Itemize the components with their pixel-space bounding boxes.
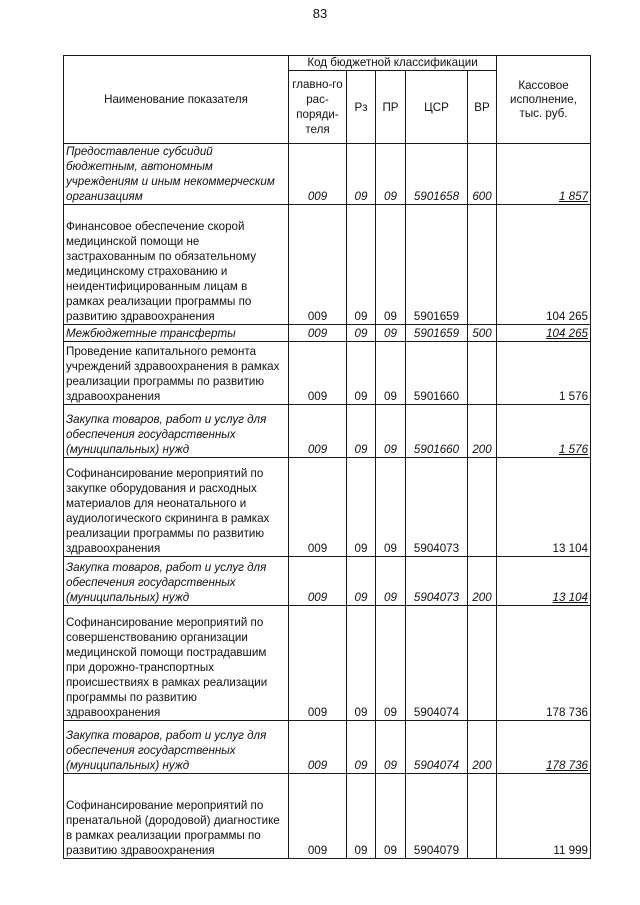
row-pr: 09 — [376, 205, 406, 325]
row-manager: 009 — [289, 606, 347, 721]
table-row — [64, 325, 591, 342]
header-code-group: Код бюджетной классификации — [289, 56, 497, 71]
row-manager: 009 — [289, 205, 347, 325]
row-csr: 5901660 — [406, 405, 468, 458]
table-row — [64, 606, 591, 721]
row-amount: 1 857 — [497, 144, 591, 205]
table-row — [64, 774, 591, 859]
row-amount: 178 736 — [497, 721, 591, 774]
row-csr: 5904079 — [406, 774, 468, 859]
row-vr: 600 — [468, 144, 497, 205]
row-manager: 009 — [289, 144, 347, 205]
header-name: Наименование показателя — [64, 56, 289, 144]
row-pr: 09 — [376, 774, 406, 859]
row-vr: 200 — [468, 557, 497, 606]
row-pr: 09 — [376, 557, 406, 606]
row-name: Закупка товаров, работ и услуг для обеспечения государственных (муниципальных) нужд — [64, 721, 289, 774]
row-name: Межбюджетные трансферты — [64, 325, 289, 342]
row-rz: 09 — [347, 325, 376, 342]
row-manager: 009 — [289, 325, 347, 342]
row-manager: 009 — [289, 557, 347, 606]
row-amount: 13 104 — [497, 458, 591, 557]
header-rz: Рз — [347, 71, 376, 144]
row-vr — [468, 606, 497, 721]
row-rz: 09 — [347, 557, 376, 606]
row-pr: 09 — [376, 342, 406, 405]
row-rz: 09 — [347, 205, 376, 325]
row-vr: 200 — [468, 405, 497, 458]
row-amount: 104 265 — [497, 205, 591, 325]
row-pr: 09 — [376, 405, 406, 458]
row-csr: 5901659 — [406, 205, 468, 325]
table-row — [64, 405, 591, 458]
row-manager: 009 — [289, 405, 347, 458]
row-amount: 104 265 — [497, 325, 591, 342]
row-amount: 13 104 — [497, 557, 591, 606]
row-name: Закупка товаров, работ и услуг для обеспечения государственных (муниципальных) нужд — [64, 405, 289, 458]
row-amount: 11 999 — [497, 774, 591, 859]
page-number: 83 — [312, 6, 328, 21]
header-amount: Кассовое исполнение, тыс. руб. — [497, 56, 591, 144]
row-vr: 200 — [468, 721, 497, 774]
row-vr — [468, 205, 497, 325]
row-rz: 09 — [347, 458, 376, 557]
table-row — [64, 458, 591, 557]
row-name: Закупка товаров, работ и услуг для обеспечения государственных (муниципальных) нужд — [64, 557, 289, 606]
row-name: Предоставление субсидий бюджетным, автономным учреждениям и иным некоммерческим организациям — [64, 144, 289, 205]
row-manager: 009 — [289, 721, 347, 774]
table-row — [64, 557, 591, 606]
row-amount: 178 736 — [497, 606, 591, 721]
table-row — [64, 342, 591, 405]
row-rz: 09 — [347, 721, 376, 774]
row-pr: 09 — [376, 721, 406, 774]
row-csr: 5901658 — [406, 144, 468, 205]
row-csr: 5901659 — [406, 325, 468, 342]
row-pr: 09 — [376, 458, 406, 557]
header-vr: ВР — [468, 71, 497, 144]
row-rz: 09 — [347, 606, 376, 721]
row-name: Софинансирование мероприятий по совершенствованию организации медицинской помощи пострадавшим при дорожно-транспортных происшествиях в рамках реализации программы по развитию здравоохранения — [64, 606, 289, 721]
row-rz: 09 — [347, 144, 376, 205]
row-manager: 009 — [289, 458, 347, 557]
row-vr — [468, 774, 497, 859]
row-csr: 5904074 — [406, 606, 468, 721]
row-csr: 5904073 — [406, 557, 468, 606]
row-name: Финансовое обеспечение скорой медицинской помощи не застрахованным по обязательному медицинскому страхованию и неидентифицированным лицам в рамках реализации программы по развитию здравоохранения — [64, 205, 289, 325]
row-name: Софинансирование мероприятий по закупке оборудования и расходных материалов для неонатального и аудиологического скрининга в рамках реализации программы по развитию здравоохранения — [64, 458, 289, 557]
row-manager: 009 — [289, 774, 347, 859]
row-name: Проведение капитального ремонта учреждений здравоохранения в рамках реализации программы по развитию здравоохранения — [64, 342, 289, 405]
row-csr: 5904073 — [406, 458, 468, 557]
header-manager: главно-го рас-поряди-теля — [289, 71, 347, 144]
row-pr: 09 — [376, 144, 406, 205]
table-row — [64, 205, 591, 325]
row-pr: 09 — [376, 325, 406, 342]
row-csr: 5904074 — [406, 721, 468, 774]
row-manager: 009 — [289, 342, 347, 405]
row-csr: 5901660 — [406, 342, 468, 405]
table-row — [64, 721, 591, 774]
row-rz: 09 — [347, 774, 376, 859]
header-pr: ПР — [376, 71, 406, 144]
row-name: Софинансирование мероприятий по пренатальной (дородовой) диагностике в рамках реализации программы по развитию здравоохранения — [64, 774, 289, 859]
row-rz: 09 — [347, 405, 376, 458]
row-vr — [468, 342, 497, 405]
row-rz: 09 — [347, 342, 376, 405]
row-vr — [468, 458, 497, 557]
table-row — [64, 144, 591, 205]
row-amount: 1 576 — [497, 342, 591, 405]
budget-execution-table — [63, 55, 591, 859]
row-amount: 1 576 — [497, 405, 591, 458]
row-pr: 09 — [376, 606, 406, 721]
row-vr: 500 — [468, 325, 497, 342]
header-csr: ЦСР — [406, 71, 468, 144]
